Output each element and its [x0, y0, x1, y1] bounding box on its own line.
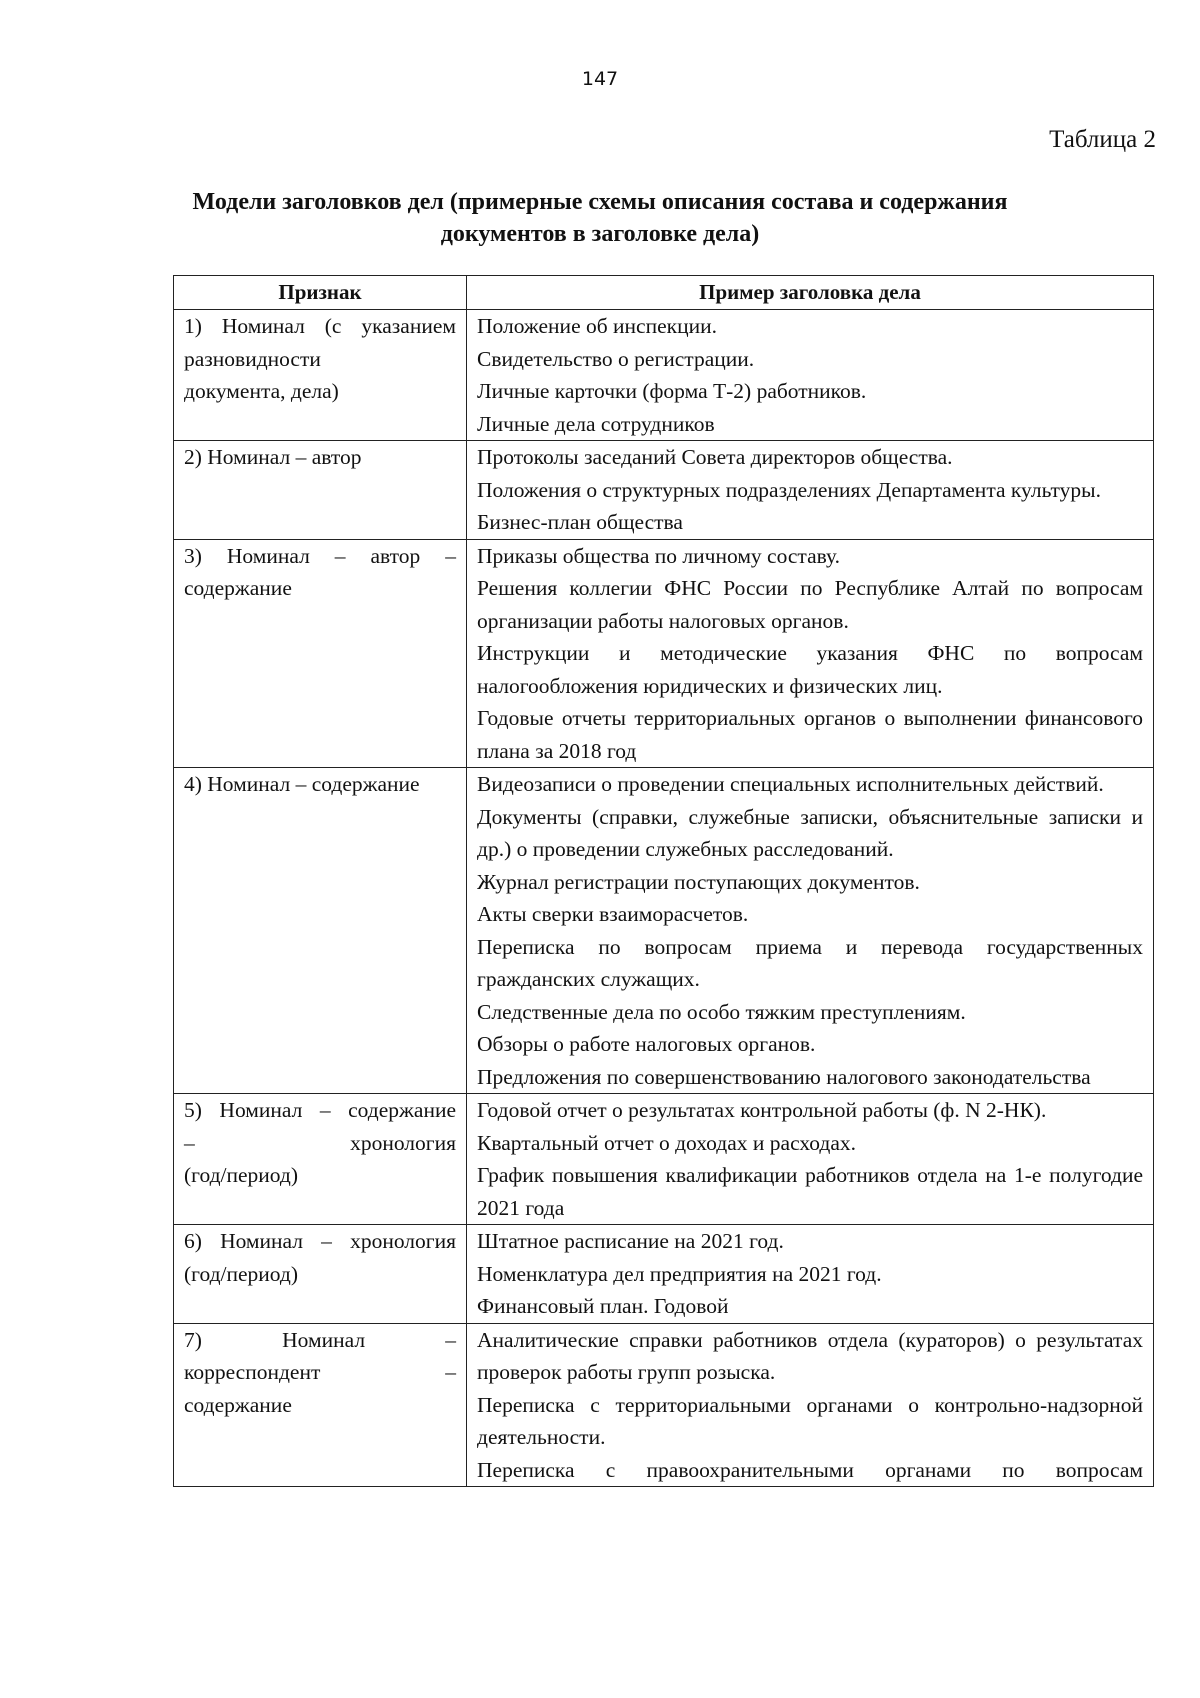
table-label: Таблица 2: [1049, 126, 1156, 153]
table-row: [174, 441, 1154, 540]
example-item: Штатное расписание на 2021 год.: [477, 1229, 784, 1253]
table-row: [174, 1225, 1154, 1324]
title-models-table: [173, 275, 1154, 1487]
example-item: Решения коллегии ФНС России по Республике Алтай по вопросам организации работы налоговых органов.: [477, 576, 1143, 633]
sign-line: 6) Номинал – хронология: [184, 1229, 456, 1253]
sign-cell: [174, 1225, 467, 1324]
title-line-1: Модели заголовков дел (примерные схемы описания состава и содержания: [192, 189, 1008, 215]
example-cell: [467, 768, 1154, 1094]
sign-cell: [174, 539, 467, 768]
table-header-row: [174, 276, 1154, 310]
sign-line: разновидности: [184, 346, 321, 371]
sign-line: 3) Номинал – автор –: [184, 543, 456, 568]
example-cell: [467, 539, 1154, 768]
example-item: Номенклатура дел предприятия на 2021 год.: [477, 1261, 882, 1286]
example-item: Личные дела сотрудников: [477, 411, 715, 436]
example-item: Видеозаписи о проведении специальных исполнительных действий.: [477, 772, 1104, 796]
example-item: Аналитические справки работников отдела (кураторов) о результатах проверок работы групп розыска.: [477, 1327, 1143, 1384]
example-item: Годовые отчеты территориальных органов о выполнении финансового плана за 2018 год: [477, 706, 1143, 763]
example-item: График повышения квалификации работников отдела на 1-е полугодие 2021 года: [477, 1163, 1143, 1220]
example-cell: [467, 310, 1154, 441]
sign-line: содержание: [184, 576, 292, 600]
example-item: Бизнес-план общества: [477, 510, 683, 534]
example-item: Приказы общества по личному составу.: [477, 543, 841, 568]
example-item: Положения о структурных подразделениях Департамента культуры.: [477, 477, 1101, 502]
example-cell: [467, 441, 1154, 540]
example-item: Положение об инспекции.: [477, 314, 717, 338]
table-row: [174, 310, 1154, 441]
sign-line: (год/период): [184, 1163, 299, 1187]
example-item: Квартальный отчет о доходах и расходах.: [477, 1130, 857, 1155]
sign-cell: [174, 310, 467, 441]
sign-line: (год/период): [184, 1261, 299, 1286]
title-line-2: документов в заголовке дела): [440, 221, 760, 247]
sign-line: корреспондент –: [184, 1360, 456, 1384]
example-item: Финансовый план. Годовой: [477, 1294, 729, 1318]
page-number: 147: [581, 68, 619, 90]
example-item: Свидетельство о регистрации.: [477, 346, 755, 371]
sign-line: – хронология: [184, 1130, 456, 1155]
sign-line: документа, дела): [184, 379, 339, 403]
example-item: Личные карточки (форма Т-2) работников.: [477, 379, 867, 403]
example-item: Обзоры о работе налоговых органов.: [477, 1032, 816, 1056]
example-item: Журнал регистрации поступающих документов.: [477, 869, 920, 894]
example-item: Годовой отчет о результатах контрольной работы (ф. N 2-НК).: [477, 1098, 1047, 1122]
sign-cell: [174, 768, 467, 1094]
table-row: [174, 768, 1154, 1094]
document-title: [150, 186, 1050, 250]
sign-line: 5) Номинал – содержание: [184, 1098, 456, 1122]
sign-cell: [174, 1323, 467, 1487]
sign-line: 2) Номинал – автор: [184, 445, 362, 469]
example-item: Переписка с правоохранительными органами по вопросам: [477, 1457, 1143, 1482]
sign-cell: [174, 1094, 467, 1225]
example-item: Предложения по совершенствованию налогового законодательства: [477, 1064, 1091, 1089]
example-cell: [467, 1094, 1154, 1225]
example-item: Протоколы заседаний Совета директоров общества.: [477, 445, 953, 469]
example-item: Документы (справки, служебные записки, объяснительные записки и др.) о проведении служебных расследований.: [477, 804, 1143, 861]
header-example: Пример заголовка дела: [467, 276, 1154, 310]
example-item: Акты сверки взаиморасчетов.: [477, 902, 749, 926]
sign-line: содержание: [184, 1392, 292, 1417]
example-item: Следственные дела по особо тяжким преступлениям.: [477, 999, 966, 1024]
example-cell: [467, 1225, 1154, 1324]
sign-line: 7) Номинал –: [184, 1327, 456, 1352]
table-row: [174, 539, 1154, 768]
table-row: [174, 1323, 1154, 1487]
header-sign: Признак: [174, 276, 467, 310]
sign-line: 4) Номинал – содержание: [184, 772, 420, 796]
table-row: [174, 1094, 1154, 1225]
sign-line: 1) Номинал (с указанием: [184, 314, 456, 338]
example-item: Переписка с территориальными органами о контрольно-надзорной деятельности.: [477, 1392, 1143, 1449]
example-item: Инструкции и методические указания ФНС по вопросам налогообложения юридических и физических лиц.: [477, 641, 1143, 698]
example-cell: [467, 1323, 1154, 1487]
example-item: Переписка по вопросам приема и перевода государственных гражданских служащих.: [477, 934, 1143, 991]
sign-cell: [174, 441, 467, 540]
